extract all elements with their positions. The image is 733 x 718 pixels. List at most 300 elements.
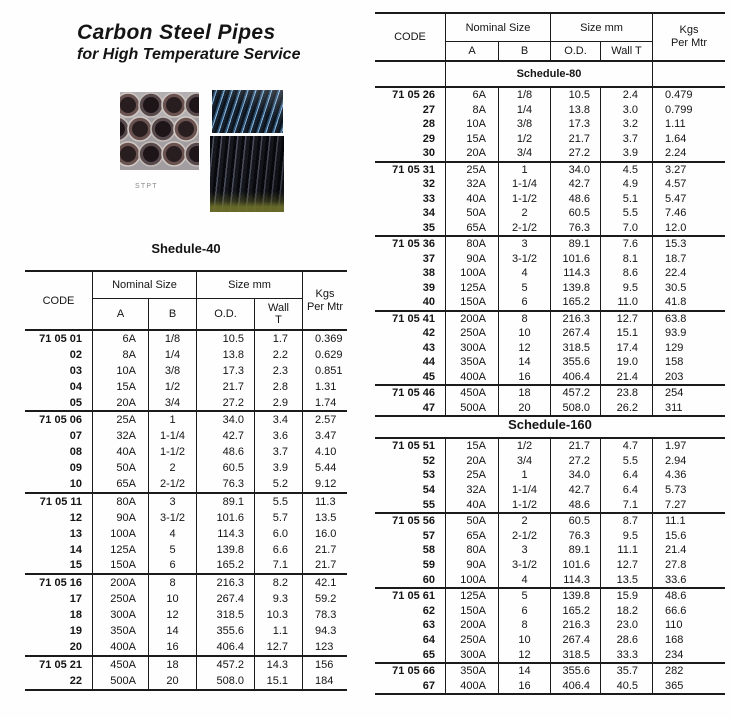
nominal-a-cell: 250A (92, 591, 148, 607)
wall-t-cell: 19.0 (600, 355, 652, 370)
nominal-a-cell: 500A (445, 401, 498, 416)
t-label: T (275, 314, 282, 326)
size-mm-header: Size mm (196, 272, 302, 298)
nominal-a-cell: 20A (92, 395, 148, 411)
od-cell: 89.1 (550, 237, 600, 252)
col-a-header: A (92, 298, 148, 329)
wall-t-cell: 8.2 (254, 575, 302, 591)
code-cell: 05 (69, 396, 82, 409)
od-cell: 89.1 (196, 494, 254, 510)
nominal-a-cell: 15A (445, 132, 498, 147)
wall-t-cell: 2.4 (600, 88, 652, 103)
nominal-a-cell: 20A (445, 454, 498, 469)
od-cell: 355.6 (196, 623, 254, 639)
wall-t-cell: 2.2 (254, 347, 302, 363)
nominal-a-cell: 32A (445, 177, 498, 192)
kgs-cell: 3.27 (652, 163, 725, 178)
nominal-a-cell: 150A (445, 295, 498, 310)
kgs-cell: 5.44 (302, 460, 347, 476)
kgs-label: Kgs (679, 24, 699, 36)
od-header: O.D. (550, 41, 600, 60)
nominal-b-cell: 12 (498, 647, 550, 662)
table-row (25, 428, 347, 444)
wall-t-cell: 9.3 (254, 591, 302, 607)
kgs-cell: 1.97 (652, 439, 725, 454)
od-cell: 42.7 (550, 177, 600, 192)
code-cell: 71 05 06 (39, 414, 82, 427)
nominal-b-cell: 3/4 (498, 454, 550, 469)
wall-t-cell: 35.7 (600, 664, 652, 679)
schedule40-table (25, 270, 347, 691)
code-cell: 27 (422, 103, 435, 116)
nominal-b-cell: 1/4 (148, 347, 196, 363)
schedule40-body (25, 331, 347, 689)
code-cell: 62 (422, 604, 435, 617)
od-cell: 355.6 (550, 664, 600, 679)
nominal-a-cell: 40A (445, 192, 498, 207)
nominal-b-cell: 2-1/2 (498, 529, 550, 544)
wall-t-cell: 11.1 (600, 543, 652, 558)
nominal-a-cell: 8A (445, 103, 498, 118)
od-cell: 76.3 (550, 221, 600, 236)
nominal-a-cell: 40A (92, 444, 148, 460)
size-mm-header: Size mm (550, 14, 652, 41)
nominal-b-cell: 3 (148, 494, 196, 510)
nominal-a-cell: 50A (445, 206, 498, 221)
nominal-b-cell: 1-1/4 (498, 177, 550, 192)
kgs-cell: 16.0 (302, 526, 347, 542)
wall-t-cell: 12.7 (600, 312, 652, 327)
row-group (25, 573, 347, 654)
nominal-b-cell: 4 (498, 572, 550, 587)
od-cell: 267.4 (550, 326, 600, 341)
code-cell: 64 (422, 634, 435, 647)
nominal-b-cell: 2 (148, 460, 196, 476)
code-cell: 20 (69, 640, 82, 653)
table-row (25, 444, 347, 460)
table-row (375, 604, 725, 619)
nominal-b-cell: 20 (148, 673, 196, 689)
nominal-b-cell: 4 (498, 266, 550, 281)
od-cell: 355.6 (550, 355, 600, 370)
wall-t-cell: 23.0 (600, 618, 652, 633)
od-cell: 457.2 (550, 386, 600, 401)
wall-label: Wall (268, 302, 289, 314)
wall-t-cell: 5.2 (254, 476, 302, 492)
wall-t-label: Wall T (611, 45, 642, 57)
kgs-cell: 21.4 (652, 543, 725, 558)
row-group (25, 492, 347, 573)
od-cell: 10.5 (550, 88, 600, 103)
table-row (375, 177, 725, 192)
code-cell: 13 (69, 527, 82, 540)
nominal-a-cell: 100A (445, 572, 498, 587)
nominal-b-cell: 10 (498, 633, 550, 648)
table-row (375, 281, 725, 296)
kgs-cell: 2.94 (652, 454, 725, 469)
nominal-b-cell: 1-1/2 (498, 497, 550, 512)
kgs-cell: 7.27 (652, 497, 725, 512)
nominal-a-cell: 100A (445, 266, 498, 281)
table-row (375, 679, 725, 694)
od-cell: 457.2 (196, 657, 254, 673)
od-cell: 114.3 (550, 572, 600, 587)
od-cell: 406.4 (196, 639, 254, 655)
code-cell: 33 (422, 192, 435, 205)
od-cell: 17.3 (550, 117, 600, 132)
schedule80-band-label: Schedule-80 (445, 62, 652, 86)
nominal-a-cell: 200A (445, 312, 498, 327)
od-cell: 10.5 (196, 331, 254, 347)
col-b-header: B (498, 41, 550, 60)
nominal-b-cell: 14 (498, 664, 550, 679)
nominal-a-cell: 80A (445, 543, 498, 558)
nominal-b-cell: 16 (498, 370, 550, 385)
table-row (375, 341, 725, 356)
code-cell: 03 (69, 364, 82, 377)
wall-t-cell: 4.5 (600, 163, 652, 178)
nominal-a-cell: 100A (92, 526, 148, 542)
kgs-cell: 22.4 (652, 266, 725, 281)
table-row (25, 607, 347, 623)
od-cell: 216.3 (196, 575, 254, 591)
kgs-cell: 93.9 (652, 326, 725, 341)
nominal-a-cell: 65A (445, 529, 498, 544)
od-cell: 216.3 (550, 312, 600, 327)
nominal-size-header: Nominal Size (445, 14, 550, 41)
code-cell: 71 05 61 (392, 590, 435, 603)
od-cell: 13.8 (550, 103, 600, 118)
wall-t-cell: 15.1 (254, 673, 302, 689)
wall-t-cell: 23.8 (600, 386, 652, 401)
code-cell: 57 (422, 529, 435, 542)
wall-t-cell: 3.6 (254, 428, 302, 444)
kgs-cell: 158 (652, 355, 725, 370)
od-cell: 42.7 (196, 428, 254, 444)
od-cell: 42.7 (550, 483, 600, 498)
table-row (375, 386, 725, 401)
schedule160-title: Schedule-160 (508, 417, 592, 432)
wall-t-cell: 6.0 (254, 526, 302, 542)
kgs-cell: 11.1 (652, 514, 725, 529)
wall-t-cell: 17.4 (600, 341, 652, 356)
kgs-cell: 1.11 (652, 117, 725, 132)
code-cell: 08 (69, 446, 82, 459)
kgs-cell: 156 (302, 657, 347, 673)
table-row (375, 192, 725, 207)
kgs-cell: 0.369 (302, 331, 347, 347)
nominal-a-cell: 6A (92, 331, 148, 347)
row-group (375, 587, 725, 662)
table-row (375, 543, 725, 558)
code-cell: 12 (69, 511, 82, 524)
pipe-bundle-photo (120, 92, 199, 170)
code-header: CODE (42, 294, 75, 307)
kgs-cell: 33.6 (652, 572, 725, 587)
schedule40-title: Shedule-40 (151, 241, 221, 256)
od-cell: 406.4 (550, 679, 600, 694)
nominal-a-cell: 150A (445, 604, 498, 619)
table-row (375, 326, 725, 341)
wall-t-cell: 15.1 (600, 326, 652, 341)
nominal-a-cell: 8A (92, 347, 148, 363)
table-row (25, 657, 347, 673)
kgs-cell: 5.73 (652, 483, 725, 498)
wall-t-cell: 26.2 (600, 401, 652, 416)
col-b-header: B (148, 298, 196, 329)
kgs-cell: 48.6 (652, 589, 725, 604)
od-cell: 27.2 (196, 395, 254, 411)
nominal-a-cell: 125A (445, 589, 498, 604)
table-row (25, 575, 347, 591)
kgs-cell: 15.6 (652, 529, 725, 544)
code-cell: 63 (422, 619, 435, 632)
nominal-b-cell: 8 (148, 575, 196, 591)
table-row (375, 295, 725, 310)
wall-t-cell: 2.3 (254, 363, 302, 379)
table-row (375, 454, 725, 469)
wall-t-cell: 28.6 (600, 633, 652, 648)
wall-t-cell: 14.3 (254, 657, 302, 673)
nominal-b-cell: 2-1/2 (148, 476, 196, 492)
code-header: CODE (394, 31, 426, 43)
table-row (375, 117, 725, 132)
nominal-b-cell: 3-1/2 (148, 510, 196, 526)
kgs-cell: 27.8 (652, 558, 725, 573)
nominal-b-cell: 1/2 (498, 439, 550, 454)
nominal-b-cell: 3 (498, 543, 550, 558)
kgs-cell: 30.5 (652, 281, 725, 296)
kgs-cell: 4.36 (652, 468, 725, 483)
nominal-a-cell: 32A (92, 428, 148, 444)
wall-t-cell: 3.7 (254, 444, 302, 460)
nominal-b-cell: 8 (498, 618, 550, 633)
nominal-a-cell: 20A (445, 146, 498, 161)
row-group (25, 655, 347, 689)
code-cell: 71 05 51 (392, 440, 435, 453)
od-cell: 60.5 (196, 460, 254, 476)
nominal-a-cell: 400A (445, 370, 498, 385)
code-cell: 60 (422, 573, 435, 586)
nominal-a-cell: 150A (92, 557, 148, 573)
nominal-a-cell: 32A (445, 483, 498, 498)
table-row (375, 497, 725, 512)
code-cell: 18 (69, 609, 82, 622)
nominal-a-cell: 50A (445, 514, 498, 529)
od-cell: 60.5 (550, 514, 600, 529)
band-empty-cell (652, 62, 725, 86)
nominal-b-cell: 8 (498, 312, 550, 327)
code-cell: 71 05 16 (39, 577, 82, 590)
nominal-a-cell: 90A (92, 510, 148, 526)
nominal-b-cell: 1 (148, 412, 196, 428)
wall-t-cell: 1.7 (254, 331, 302, 347)
od-cell: 101.6 (196, 510, 254, 526)
od-cell: 139.8 (550, 281, 600, 296)
nominal-a-cell: 350A (92, 623, 148, 639)
nominal-b-cell: 14 (148, 623, 196, 639)
nominal-b-cell: 16 (498, 679, 550, 694)
nominal-b-cell: 16 (148, 639, 196, 655)
kgs-cell: 9.12 (302, 476, 347, 492)
schedule160-body (375, 439, 725, 693)
nominal-b-cell: 5 (148, 542, 196, 558)
row-group (375, 512, 725, 587)
code-cell: 71 05 26 (392, 89, 435, 102)
nominal-b-cell: 3-1/2 (498, 252, 550, 267)
nominal-b-cell: 2-1/2 (498, 221, 550, 236)
code-cell: 47 (422, 401, 435, 414)
band-empty-cell (375, 62, 445, 86)
code-cell: 55 (422, 498, 435, 511)
row-group (375, 235, 725, 310)
code-cell: 39 (422, 281, 435, 294)
od-cell: 76.3 (196, 476, 254, 492)
od-cell: 165.2 (550, 604, 600, 619)
od-cell: 139.8 (550, 589, 600, 604)
nominal-b-cell: 10 (498, 326, 550, 341)
table-row (25, 331, 347, 347)
table-row (375, 647, 725, 662)
od-cell: 76.3 (550, 529, 600, 544)
nominal-b-cell: 1/4 (498, 103, 550, 118)
kgs-cell: 13.5 (302, 510, 347, 526)
nominal-b-cell: 1-1/2 (498, 192, 550, 207)
nominal-b-cell: 5 (498, 589, 550, 604)
code-cell: 71 05 01 (39, 332, 82, 345)
code-cell: 59 (422, 559, 435, 572)
od-cell: 406.4 (550, 370, 600, 385)
od-cell: 21.7 (550, 132, 600, 147)
nominal-a-cell: 50A (92, 460, 148, 476)
table-row (375, 163, 725, 178)
row-group (375, 161, 725, 236)
wall-t-cell: 11.0 (600, 295, 652, 310)
code-cell: 71 05 21 (39, 658, 82, 671)
nominal-b-cell: 1-1/2 (148, 444, 196, 460)
nominal-a-cell: 25A (445, 468, 498, 483)
nominal-a-cell: 15A (445, 439, 498, 454)
nominal-a-cell: 200A (92, 575, 148, 591)
code-cell: 71 05 41 (392, 312, 435, 325)
wall-t-cell: 5.7 (254, 510, 302, 526)
table-row (25, 476, 347, 492)
wall-t-cell: 6.4 (600, 468, 652, 483)
kgs-cell: 184 (302, 673, 347, 689)
table-header (375, 14, 725, 62)
wall-t-cell: 7.1 (254, 557, 302, 573)
wall-t-cell: 3.9 (254, 460, 302, 476)
wall-t-cell: 12.7 (254, 639, 302, 655)
kgs-cell: 0.629 (302, 347, 347, 363)
code-cell: 54 (422, 484, 435, 497)
nominal-a-cell: 10A (445, 117, 498, 132)
nominal-b-cell: 6 (148, 557, 196, 573)
schedule160-table (375, 437, 725, 695)
wall-t-cell: 8.6 (600, 266, 652, 281)
code-cell: 58 (422, 544, 435, 557)
nominal-b-cell: 12 (148, 607, 196, 623)
wall-t-cell: 7.0 (600, 221, 652, 236)
od-cell: 114.3 (196, 526, 254, 542)
kgs-cell: 282 (652, 664, 725, 679)
nominal-b-cell: 1/2 (148, 379, 196, 395)
wall-t-cell: 7.1 (600, 497, 652, 512)
nominal-a-cell: 6A (445, 88, 498, 103)
code-cell: 32 (422, 178, 435, 191)
nominal-a-cell: 250A (445, 633, 498, 648)
code-cell: 65 (422, 648, 435, 661)
od-cell: 21.7 (196, 379, 254, 395)
od-cell: 318.5 (196, 607, 254, 623)
kgs-cell: 311 (652, 401, 725, 416)
od-cell: 48.6 (550, 497, 600, 512)
table-row (375, 266, 725, 281)
wall-t-cell: 3.0 (600, 103, 652, 118)
nominal-a-cell: 300A (445, 341, 498, 356)
table-row (375, 572, 725, 587)
table-row (375, 312, 725, 327)
nominal-a-cell: 450A (92, 657, 148, 673)
code-cell: 38 (422, 267, 435, 280)
code-cell: 10 (69, 477, 82, 490)
nominal-a-cell: 40A (445, 497, 498, 512)
od-cell: 13.8 (196, 347, 254, 363)
kgs-cell: 365 (652, 679, 725, 694)
kgs-cell: 0.479 (652, 88, 725, 103)
nominal-b-cell: 4 (148, 526, 196, 542)
od-cell: 60.5 (550, 206, 600, 221)
nominal-b-cell: 5 (498, 281, 550, 296)
kgs-cell: 5.47 (652, 192, 725, 207)
nominal-a-cell: 350A (445, 664, 498, 679)
table-row (375, 370, 725, 385)
code-cell: 71 05 56 (392, 515, 435, 528)
wall-t-cell: 4.9 (600, 177, 652, 192)
table-row (375, 237, 725, 252)
od-cell: 21.7 (550, 439, 600, 454)
code-cell: 15 (69, 559, 82, 572)
kgs-cell: 59.2 (302, 591, 347, 607)
table-row (375, 558, 725, 573)
wall-t-cell: 3.2 (600, 117, 652, 132)
od-cell: 34.0 (550, 468, 600, 483)
row-group (375, 662, 725, 693)
kgs-cell: 123 (302, 639, 347, 655)
code-cell: 29 (422, 132, 435, 145)
nominal-a-cell: 500A (92, 673, 148, 689)
table-row (25, 395, 347, 411)
nominal-a-cell: 65A (92, 476, 148, 492)
od-cell: 101.6 (550, 252, 600, 267)
kgs-cell: 11.3 (302, 494, 347, 510)
od-cell: 165.2 (196, 557, 254, 573)
kgs-cell: 41.8 (652, 295, 725, 310)
wall-t-cell: 5.5 (600, 206, 652, 221)
code-cell: 67 (422, 679, 435, 692)
nominal-a-cell: 65A (445, 221, 498, 236)
od-cell: 114.3 (550, 266, 600, 281)
code-cell: 19 (69, 624, 82, 637)
wall-t-cell: 21.4 (600, 370, 652, 385)
table-row (375, 146, 725, 161)
table-row (25, 591, 347, 607)
kgs-cell: 66.6 (652, 604, 725, 619)
nominal-b-cell: 3-1/2 (498, 558, 550, 573)
od-cell: 165.2 (550, 295, 600, 310)
table-row (375, 401, 725, 416)
table-row (375, 483, 725, 498)
